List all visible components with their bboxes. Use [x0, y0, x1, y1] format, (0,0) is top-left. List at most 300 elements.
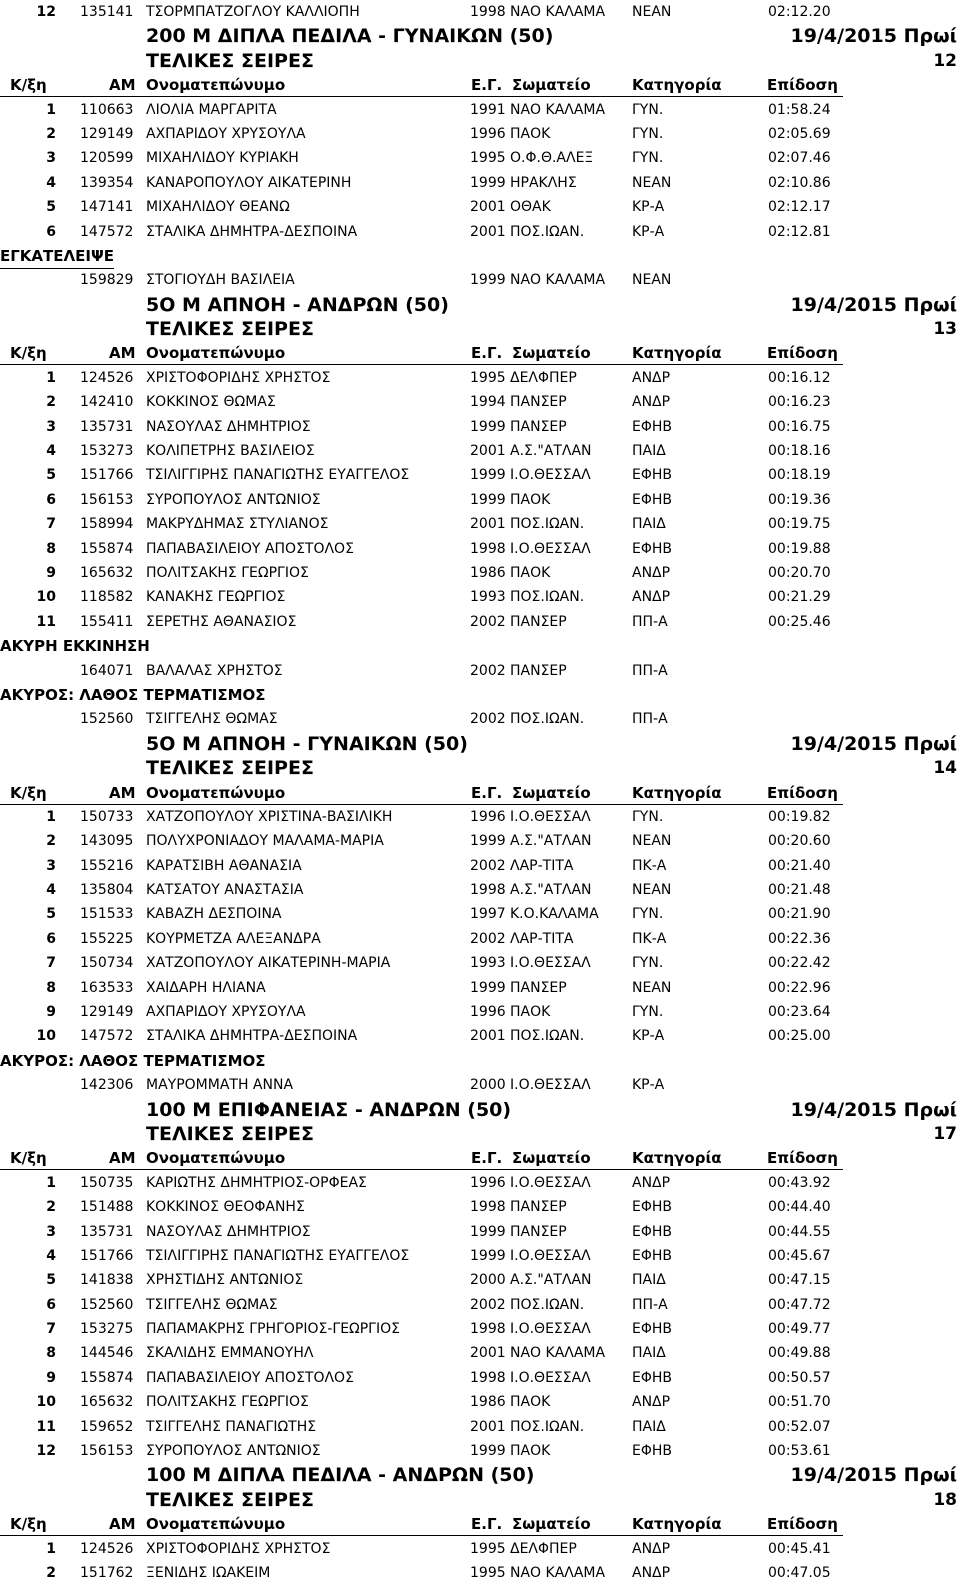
- header-name: Ονοματεπώνυμο: [146, 76, 286, 95]
- header-yob: Ε.Γ.: [471, 344, 503, 363]
- name-cell: ΤΣΙΛΙΓΓΙΡΗΣ ΠΑΝΑΓΙΩΤΗΣ ΕΥΑΓΓΕΛΟΣ: [146, 1247, 410, 1264]
- table-row: [0, 220, 960, 244]
- time-cell: 00:19.88: [768, 540, 831, 557]
- am-cell: 155874: [80, 1369, 134, 1386]
- table-row: [0, 878, 960, 902]
- am-cell: 141838: [80, 1272, 134, 1289]
- time-cell: 02:10.86: [768, 174, 831, 191]
- rank-cell: 7: [46, 1321, 56, 1338]
- rank-cell: 1: [46, 369, 56, 386]
- time-cell: 02:05.69: [768, 125, 831, 142]
- header-name: Ονοματεπώνυμο: [146, 1149, 286, 1168]
- category-cell: ΚΡ-Α: [632, 1028, 665, 1045]
- category-cell: ΝΕΑΝ: [632, 833, 672, 850]
- event-subtitle: ΤΕΛΙΚΕΣ ΣΕΙΡΕΣ: [146, 1122, 314, 1145]
- time-cell: 00:49.88: [768, 1345, 831, 1362]
- category-cell: ΕΦΗΒ: [632, 1321, 672, 1338]
- yob-cell: 2001: [470, 1345, 506, 1362]
- yob-cell: 2001: [470, 443, 506, 460]
- table-row: [0, 537, 960, 561]
- am-cell: 151488: [80, 1199, 134, 1216]
- club-cell: ΠΑΟΚ: [510, 1443, 551, 1460]
- am-cell: 147141: [80, 199, 134, 216]
- yob-cell: 2002: [470, 857, 506, 874]
- table-row: [0, 1439, 960, 1463]
- time-cell: 00:19.36: [768, 491, 831, 508]
- club-cell: ΟΘΑΚ: [510, 199, 551, 216]
- table-row: [0, 1000, 960, 1024]
- category-cell: ΓΥΝ.: [632, 150, 664, 167]
- rank-cell: 2: [46, 1565, 56, 1581]
- club-cell: ΠΑΟΚ: [510, 1004, 551, 1021]
- rank-cell: 7: [46, 516, 56, 533]
- yob-cell: 2002: [470, 711, 506, 728]
- status-heading: [0, 1049, 960, 1073]
- event-title: 100 Μ ΕΠΙΦΑΝΕΙΑΣ - ΑΝΔΡΩΝ (50): [146, 1098, 512, 1121]
- time-cell: 00:18.16: [768, 443, 831, 460]
- yob-cell: 1999: [470, 979, 506, 996]
- club-cell: Ι.Ο.ΘΕΣΣΑΛ: [510, 1321, 591, 1338]
- yob-cell: 2000: [470, 1077, 506, 1094]
- name-cell: ΜΑΥΡΟΜΜΑΤΗ ΑΝΝΑ: [146, 1077, 294, 1094]
- rank-cell: 6: [46, 1296, 56, 1313]
- yob-cell: 1999: [470, 1443, 506, 1460]
- yob-cell: 2002: [470, 613, 506, 630]
- header-time: Επίδοση: [767, 1149, 838, 1168]
- name-cell: ΚΟΚΚΙΝΟΣ ΘΩΜΑΣ: [146, 394, 276, 411]
- table-row: [0, 610, 960, 634]
- event-title: 5Ο Μ ΑΠΝΟΗ - ΓΥΝΑΙΚΩΝ (50): [146, 732, 468, 755]
- yob-cell: 1993: [470, 589, 506, 606]
- category-cell: ΝΕΑΝ: [632, 4, 672, 20]
- rank-cell: 2: [46, 1199, 56, 1216]
- yob-cell: 1999: [470, 833, 506, 850]
- rank-cell: 4: [46, 174, 56, 191]
- am-cell: 152560: [80, 1296, 134, 1313]
- event-title: 5Ο Μ ΑΠΝΟΗ - ΑΝΔΡΩΝ (50): [146, 293, 449, 316]
- header-cat: Κατηγορία: [632, 1515, 722, 1534]
- rank-cell: 3: [46, 1223, 56, 1240]
- name-cell: ΠΟΛΥΧΡΟΝΙΑΔΟΥ ΜΑΛΑΜΑ-ΜΑΡΙΑ: [146, 833, 384, 850]
- event-subtitle-row: [0, 1122, 960, 1146]
- yob-cell: 2001: [470, 516, 506, 533]
- yob-cell: 1999: [470, 491, 506, 508]
- table-row: [0, 854, 960, 878]
- club-cell: ΝΑΟ ΚΑΛΑΜΑ: [510, 4, 606, 20]
- category-cell: ΠΠ-Α: [632, 662, 668, 679]
- rank-cell: 11: [36, 1418, 56, 1435]
- table-row: [0, 1073, 960, 1097]
- events-container: [0, 24, 960, 1585]
- status-label: ΑΚΥΡΟΣ: ΛΑΘΟΣ ΤΕΡΜΑΤΙΣΜΟΣ: [0, 685, 266, 704]
- name-cell: ΑΧΠΑΡΙΔΟΥ ΧΡΥΣΟΥΛΑ: [146, 125, 306, 142]
- table-row: [0, 122, 960, 146]
- rank-cell: 3: [46, 150, 56, 167]
- club-cell: ΠΑΝΣΕΡ: [510, 418, 567, 435]
- event-subtitle-row: [0, 49, 960, 73]
- category-cell: ΑΝΔΡ: [632, 1174, 671, 1191]
- club-cell: Ο.Φ.Θ.ΑΛΕΞ: [510, 150, 594, 167]
- time-cell: 00:49.77: [768, 1321, 831, 1338]
- am-cell: 135141: [80, 4, 134, 20]
- time-cell: 00:22.42: [768, 955, 831, 972]
- header-club: Σωματείο: [512, 344, 591, 363]
- rank-cell: 6: [46, 491, 56, 508]
- event-subtitle: ΤΕΛΙΚΕΣ ΣΕΙΡΕΣ: [146, 757, 314, 780]
- name-cell: ΣΤΑΛΙΚΑ ΔΗΜΗΤΡΑ-ΔΕΣΠΟΙΝΑ: [146, 1028, 358, 1045]
- yob-cell: 2001: [470, 1028, 506, 1045]
- am-cell: 155225: [80, 930, 134, 947]
- club-cell: ΝΑΟ ΚΑΛΑΜΑ: [510, 272, 606, 289]
- time-cell: 00:21.48: [768, 882, 831, 899]
- yob-cell: 1999: [470, 1223, 506, 1240]
- header-yob: Ε.Γ.: [471, 1515, 503, 1534]
- table-row: [0, 1171, 960, 1195]
- yob-cell: 1986: [470, 1394, 506, 1411]
- name-cell: ΤΣΙΓΓΕΛΗΣ ΠΑΝΑΓΙΩΤΗΣ: [146, 1418, 317, 1435]
- club-cell: ΗΡΑΚΛΗΣ: [510, 174, 577, 191]
- table-row: [0, 463, 960, 487]
- table-row: [0, 488, 960, 512]
- event-date: 19/4/2015 Πρωί: [790, 1464, 957, 1487]
- club-cell: ΠΑΟΚ: [510, 564, 551, 581]
- name-cell: ΣΥΡΟΠΟΥΛΟΣ ΑΝΤΩΝΙΟΣ: [146, 491, 321, 508]
- table-row: [0, 585, 960, 609]
- header-am: ΑΜ: [109, 1149, 136, 1168]
- name-cell: ΚΑΤΣΑΤΟΥ ΑΝΑΣΤΑΣΙΑ: [146, 882, 304, 899]
- rank-cell: 5: [46, 1272, 56, 1289]
- header-time: Επίδοση: [767, 783, 838, 802]
- name-cell: ΧΑΙΔΑΡΗ ΗΛΙΑΝΑ: [146, 979, 266, 996]
- rank-cell: 6: [46, 223, 56, 240]
- club-cell: ΠΑΟΚ: [510, 1394, 551, 1411]
- table-row: [0, 707, 960, 731]
- header-club: Σωματείο: [512, 76, 591, 95]
- yob-cell: 2001: [470, 223, 506, 240]
- table-row: [0, 951, 960, 975]
- category-cell: ΕΦΗΒ: [632, 540, 672, 557]
- time-cell: 00:47.15: [768, 1272, 831, 1289]
- category-cell: ΕΦΗΒ: [632, 1369, 672, 1386]
- club-cell: ΠΟΣ.ΙΩΑΝ.: [510, 223, 585, 240]
- table-row: [0, 1341, 960, 1365]
- am-cell: 139354: [80, 174, 134, 191]
- club-cell: ΝΑΟ ΚΑΛΑΜΑ: [510, 101, 606, 118]
- club-cell: ΠΑΝΣΕΡ: [510, 1199, 567, 1216]
- header-club: Σωματείο: [512, 1149, 591, 1168]
- header-club: Σωματείο: [512, 783, 591, 802]
- am-cell: 150734: [80, 955, 134, 972]
- am-cell: 164071: [80, 662, 134, 679]
- rank-cell: 5: [46, 467, 56, 484]
- table-header: [0, 341, 960, 365]
- table-row: [0, 1561, 960, 1585]
- time-cell: 02:12.81: [768, 223, 831, 240]
- table-header: [0, 1146, 960, 1170]
- name-cell: ΧΡΙΣΤΟΦΟΡΙΔΗΣ ΧΡΗΣΤΟΣ: [146, 1540, 331, 1557]
- header-am: ΑΜ: [109, 1515, 136, 1534]
- header-rank: Κ/ξη: [10, 1149, 47, 1168]
- yob-cell: 1996: [470, 1004, 506, 1021]
- event-date: 19/4/2015 Πρωί: [790, 732, 957, 755]
- yob-cell: 1998: [470, 540, 506, 557]
- name-cell: ΧΑΤΖΟΠΟΥΛΟΥ ΧΡΙΣΤΙΝΑ-ΒΑΣΙΛΙΚΗ: [146, 808, 393, 825]
- am-cell: 151766: [80, 467, 134, 484]
- yob-cell: 1993: [470, 955, 506, 972]
- yob-cell: 2002: [470, 662, 506, 679]
- category-cell: ΑΝΔΡ: [632, 589, 671, 606]
- name-cell: ΝΑΣΟΥΛΑΣ ΔΗΜΗΤΡΙΟΣ: [146, 1223, 311, 1240]
- rank-cell: 9: [46, 1004, 56, 1021]
- am-cell: 159829: [80, 272, 134, 289]
- table-row: [0, 98, 960, 122]
- category-cell: ΠΚ-Α: [632, 930, 667, 947]
- am-cell: 120599: [80, 150, 134, 167]
- rank-cell: 8: [46, 1345, 56, 1362]
- rank-cell: 11: [36, 613, 56, 630]
- category-cell: ΓΥΝ.: [632, 1004, 664, 1021]
- category-cell: ΓΥΝ.: [632, 808, 664, 825]
- event-title-row: [0, 293, 960, 317]
- time-cell: 00:47.72: [768, 1296, 831, 1313]
- name-cell: ΣΚΑΛΙΔΗΣ ΕΜΜΑΝΟΥΗΛ: [146, 1345, 314, 1362]
- name-cell: ΤΣΙΛΙΓΓΙΡΗΣ ΠΑΝΑΓΙΩΤΗΣ ΕΥΑΓΓΕΛΟΣ: [146, 467, 410, 484]
- rank-cell: 12: [36, 1443, 56, 1460]
- am-cell: 150735: [80, 1174, 134, 1191]
- category-cell: ΓΥΝ.: [632, 125, 664, 142]
- am-cell: 135731: [80, 418, 134, 435]
- am-cell: 151762: [80, 1565, 134, 1581]
- name-cell: ΠΑΠΑΜΑΚΡΗΣ ΓΡΗΓΟΡΙΟΣ-ΓΕΩΡΓΙΟΣ: [146, 1321, 400, 1338]
- yob-cell: 1995: [470, 1565, 506, 1581]
- rank-cell: 9: [46, 564, 56, 581]
- category-cell: ΝΕΑΝ: [632, 979, 672, 996]
- category-cell: ΓΥΝ.: [632, 101, 664, 118]
- club-cell: Ι.Ο.ΘΕΣΣΑΛ: [510, 1369, 591, 1386]
- event-subtitle: ΤΕΛΙΚΕΣ ΣΕΙΡΕΣ: [146, 49, 314, 72]
- table-row: [0, 1317, 960, 1341]
- club-cell: Ι.Ο.ΘΕΣΣΑΛ: [510, 1077, 591, 1094]
- time-cell: 00:25.46: [768, 613, 831, 630]
- time-cell: 00:22.36: [768, 930, 831, 947]
- time-cell: 00:43.92: [768, 1174, 831, 1191]
- category-cell: ΠΠ-Α: [632, 711, 668, 728]
- name-cell: ΜΙΧΑΗΛΙΔΟΥ ΘΕΑΝΩ: [146, 199, 290, 216]
- am-cell: 144546: [80, 1345, 134, 1362]
- club-cell: ΠΟΣ.ΙΩΑΝ.: [510, 1418, 585, 1435]
- rank-cell: 10: [36, 589, 56, 606]
- am-cell: 147572: [80, 223, 134, 240]
- rank-cell: 8: [46, 979, 56, 996]
- am-cell: 155874: [80, 540, 134, 557]
- header-time: Επίδοση: [767, 344, 838, 363]
- name-cell: ΤΣΙΓΓΕΛΗΣ ΘΩΜΑΣ: [146, 1296, 278, 1313]
- table-row: [0, 1366, 960, 1390]
- name-cell: ΚΟΥΡΜΕΤΖΑ ΑΛΕΞΑΝΔΡΑ: [146, 930, 321, 947]
- name-cell: ΞΕΝΙΔΗΣ ΙΩΑΚΕΙΜ: [146, 1565, 271, 1581]
- rank-cell: 4: [46, 443, 56, 460]
- am-cell: 129149: [80, 1004, 134, 1021]
- header-rank: Κ/ξη: [10, 76, 47, 95]
- rank-cell: 1: [46, 808, 56, 825]
- club-cell: Ι.Ο.ΘΕΣΣΑΛ: [510, 955, 591, 972]
- header-name: Ονοματεπώνυμο: [146, 1515, 286, 1534]
- club-cell: ΔΕΛΦΠΕΡ: [510, 1540, 577, 1557]
- event-number: 12: [933, 50, 957, 71]
- table-header: [0, 781, 960, 805]
- yob-cell: 2002: [470, 1296, 506, 1313]
- header-time: Επίδοση: [767, 1515, 838, 1534]
- rank-cell: 7: [46, 955, 56, 972]
- category-cell: ΑΝΔΡ: [632, 1394, 671, 1411]
- time-cell: 00:53.61: [768, 1443, 831, 1460]
- category-cell: ΠΠ-Α: [632, 613, 668, 630]
- yob-cell: 1999: [470, 1247, 506, 1264]
- rank-cell: 1: [46, 1540, 56, 1557]
- time-cell: 00:45.41: [768, 1540, 831, 1557]
- am-cell: 165632: [80, 1394, 134, 1411]
- category-cell: ΝΕΑΝ: [632, 882, 672, 899]
- am-cell: 165632: [80, 564, 134, 581]
- am-cell: 156153: [80, 491, 134, 508]
- event-title: 100 Μ ΔΙΠΛΑ ΠΕΔΙΛΑ - ΑΝΔΡΩΝ (50): [146, 1464, 535, 1487]
- rank-cell: 1: [46, 101, 56, 118]
- category-cell: ΕΦΗΒ: [632, 1199, 672, 1216]
- event-section: [0, 1098, 960, 1464]
- category-cell: ΕΦΗΒ: [632, 467, 672, 484]
- am-cell: 151533: [80, 906, 134, 923]
- table-row: [0, 171, 960, 195]
- am-cell: 159652: [80, 1418, 134, 1435]
- club-cell: ΛΑΡ-ΤΙΤΑ: [510, 930, 574, 947]
- table-row: [0, 268, 960, 292]
- header-am: ΑΜ: [109, 783, 136, 802]
- yob-cell: 1998: [470, 1321, 506, 1338]
- name-cell: ΚΑΡΙΩΤΗΣ ΔΗΜΗΤΡΙΟΣ-ΟΡΦΕΑΣ: [146, 1174, 367, 1191]
- table-row: [0, 415, 960, 439]
- table-row: [0, 1537, 960, 1561]
- category-cell: ΑΝΔΡ: [632, 1540, 671, 1557]
- category-cell: ΓΥΝ.: [632, 906, 664, 923]
- table-row: [0, 1390, 960, 1414]
- header-yob: Ε.Γ.: [471, 76, 503, 95]
- am-cell: 152560: [80, 711, 134, 728]
- am-cell: 153275: [80, 1321, 134, 1338]
- name-cell: ΠΑΠΑΒΑΣΙΛΕΙΟΥ ΑΠΟΣΤΟΛΟΣ: [146, 1369, 354, 1386]
- rank-cell: 1: [46, 1174, 56, 1191]
- name-cell: ΧΡΗΣΤΙΔΗΣ ΑΝΤΩΝΙΟΣ: [146, 1272, 304, 1289]
- yob-cell: 1998: [470, 1199, 506, 1216]
- name-cell: ΤΣΙΓΓΕΛΗΣ ΘΩΜΑΣ: [146, 711, 278, 728]
- time-cell: 02:07.46: [768, 150, 831, 167]
- category-cell: ΕΦΗΒ: [632, 418, 672, 435]
- club-cell: ΠΑΝΣΕΡ: [510, 613, 567, 630]
- table-row: [0, 390, 960, 414]
- header-cat: Κατηγορία: [632, 783, 722, 802]
- name-cell: ΧΡΙΣΤΟΦΟΡΙΔΗΣ ΧΡΗΣΤΟΣ: [146, 369, 331, 386]
- time-cell: 02:12.17: [768, 199, 831, 216]
- club-cell: ΠΟΣ.ΙΩΑΝ.: [510, 516, 585, 533]
- name-cell: ΣΕΡΕΤΗΣ ΑΘΑΝΑΣΙΟΣ: [146, 613, 297, 630]
- event-number: 17: [933, 1123, 957, 1144]
- club-cell: Ι.Ο.ΘΕΣΣΑΛ: [510, 540, 591, 557]
- event-section: [0, 1463, 960, 1585]
- category-cell: ΑΝΔΡ: [632, 369, 671, 386]
- club-cell: ΔΕΛΦΠΕΡ: [510, 369, 577, 386]
- name-cell: ΚΟΚΚΙΝΟΣ ΘΕΟΦΑΝΗΣ: [146, 1199, 305, 1216]
- club-cell: Ι.Ο.ΘΕΣΣΑΛ: [510, 808, 591, 825]
- category-cell: ΠΑΙΔ: [632, 1272, 666, 1289]
- table-row: [0, 561, 960, 585]
- event-section: [0, 24, 960, 292]
- table-row: [0, 976, 960, 1000]
- yob-cell: 1999: [470, 418, 506, 435]
- status-label: ΑΚΥΡΟΣ: ΛΑΘΟΣ ΤΕΡΜΑΤΙΣΜΟΣ: [0, 1051, 266, 1070]
- category-cell: ΕΦΗΒ: [632, 491, 672, 508]
- table-row: [0, 1415, 960, 1439]
- time-cell: 00:19.75: [768, 516, 831, 533]
- time-cell: 00:21.40: [768, 857, 831, 874]
- name-cell: ΚΑΡΑΤΣΙΒΗ ΑΘΑΝΑΣΙΑ: [146, 857, 302, 874]
- yob-cell: 2000: [470, 1272, 506, 1289]
- header-name: Ονοματεπώνυμο: [146, 783, 286, 802]
- rank-cell: 3: [46, 418, 56, 435]
- rank-cell: 3: [46, 857, 56, 874]
- table-row: [0, 927, 960, 951]
- time-cell: 00:19.82: [768, 808, 831, 825]
- name-cell: ΧΑΤΖΟΠΟΥΛΟΥ ΑΙΚΑΤΕΡΙΝΗ-ΜΑΡΙΑ: [146, 955, 391, 972]
- category-cell: ΕΦΗΒ: [632, 1247, 672, 1264]
- category-cell: ΝΕΑΝ: [632, 174, 672, 191]
- yob-cell: 1991: [470, 101, 506, 118]
- table-row: [0, 1244, 960, 1268]
- time-cell: 00:21.90: [768, 906, 831, 923]
- event-date: 19/4/2015 Πρωί: [790, 293, 957, 316]
- table-row: [0, 195, 960, 219]
- status-heading: [0, 634, 960, 658]
- am-cell: 124526: [80, 369, 134, 386]
- am-cell: 155216: [80, 857, 134, 874]
- club-cell: ΠΟΣ.ΙΩΑΝ.: [510, 711, 585, 728]
- yob-cell: 1998: [470, 4, 506, 20]
- name-cell: ΣΤΟΓΙΟΥΔΗ ΒΑΣΙΛΕΙΑ: [146, 272, 295, 289]
- status-heading: [0, 683, 960, 707]
- category-cell: ΠΚ-Α: [632, 857, 667, 874]
- am-cell: 118582: [80, 589, 134, 606]
- rank-cell: 2: [46, 125, 56, 142]
- yob-cell: 1994: [470, 394, 506, 411]
- header-am: ΑΜ: [109, 76, 136, 95]
- header-rank: Κ/ξη: [10, 783, 47, 802]
- time-cell: 00:20.70: [768, 564, 831, 581]
- event-number: 13: [933, 319, 957, 340]
- yob-cell: 1995: [470, 1540, 506, 1557]
- club-cell: ΠΑΟΚ: [510, 491, 551, 508]
- rank-cell: 8: [46, 540, 56, 557]
- table-row: [0, 1195, 960, 1219]
- am-cell: 156153: [80, 1443, 134, 1460]
- category-cell: ΑΝΔΡ: [632, 564, 671, 581]
- table-row: [0, 659, 960, 683]
- header-club: Σωματείο: [512, 1515, 591, 1534]
- category-cell: ΠΑΙΔ: [632, 443, 666, 460]
- table-row: [0, 1293, 960, 1317]
- header-yob: Ε.Γ.: [471, 1149, 503, 1168]
- club-cell: ΠΟΣ.ΙΩΑΝ.: [510, 589, 585, 606]
- time-cell: 00:22.96: [768, 979, 831, 996]
- event-date: 19/4/2015 Πρωί: [790, 25, 957, 48]
- time-cell: 00:25.00: [768, 1028, 831, 1045]
